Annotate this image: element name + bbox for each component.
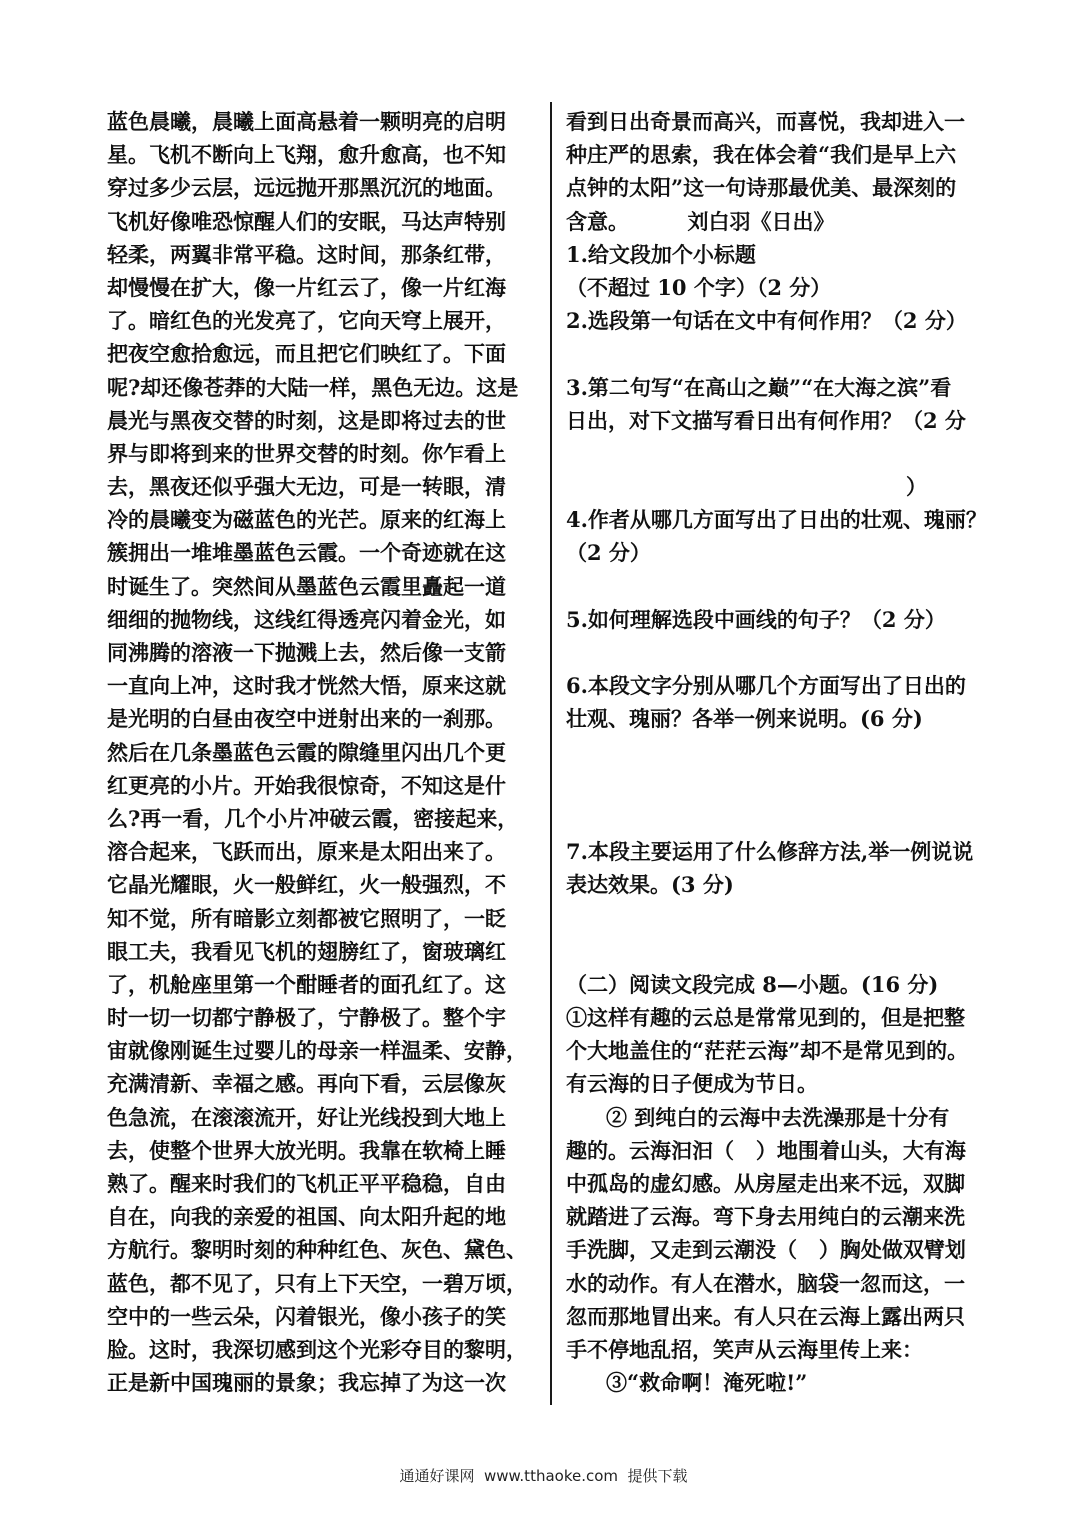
question-3-close-paren: ） bbox=[906, 474, 927, 500]
answer-space bbox=[566, 337, 996, 370]
answer-space bbox=[566, 736, 996, 769]
passage-line: 晨光与黑夜交替的时刻，这是即将过去的世 bbox=[107, 407, 506, 433]
passage-line: 细细的抛物线，这线红得透亮闪着金光，如 bbox=[107, 606, 506, 632]
paragraph-2-line: 就踏进了云海。弯下身去用纯白的云潮来洗 bbox=[566, 1204, 965, 1230]
paragraph-1-line: 有云海的日子便成为节日。 bbox=[566, 1071, 818, 1097]
paragraph-1-line: 个大地盖住的“茫茫云海”却不是常见到的。 bbox=[566, 1038, 969, 1064]
passage-line: 红更亮的小片。开始我很惊奇，不知这是什 bbox=[107, 772, 506, 798]
question-3-cont: 日出，对下文描写看日出有何作用？（2 分 bbox=[566, 407, 966, 433]
passage-line: 星。飞机不断向上飞翔，愈升愈高，也不知 bbox=[107, 142, 506, 168]
passage-line: 色急流，在滚滚流开，好让光线投到大地上 bbox=[107, 1104, 506, 1130]
page-footer: 通通好课网 www.tthaoke.com 提供下载 bbox=[399, 1467, 688, 1485]
passage-line: 自在，向我的亲爱的祖国、向太阳升起的地 bbox=[107, 1204, 506, 1230]
passage-line: 空中的一些云朵，闪着银光，像小孩子的笑 bbox=[107, 1303, 506, 1329]
passage-line: 么?再一看，几个小片冲破云霞，密接起来， bbox=[107, 805, 519, 831]
question-6-cont: 壮观、瑰丽？各举一例来说明。(6 分) bbox=[566, 706, 923, 732]
passage-line: 种庄严的思索，我在体会着“我们是早上六 bbox=[566, 142, 957, 168]
passage-line: 看到日出奇景而高兴，而喜悦，我却进入一 bbox=[566, 109, 965, 134]
paragraph-2-line: 水的动作。有人在潜水，脑袋一忽而这，一 bbox=[566, 1270, 965, 1296]
passage-line: 却慢慢在扩大，像一片红云了，像一片红海 bbox=[107, 274, 506, 300]
passage-line: 轻柔，两翼非常平稳。这时间，那条红带， bbox=[107, 241, 506, 267]
passage-line: 冷的晨曦变为磁蓝色的光芒。原来的红海上 bbox=[107, 507, 506, 533]
answer-space bbox=[566, 935, 996, 968]
passage-line: 去，黑夜还似乎强大无边，可是一转眼，清 bbox=[107, 474, 506, 500]
section-2-heading: （二）阅读文段完成 8—小题。(16 分) bbox=[566, 971, 939, 997]
question-7-cont: 表达效果。(3 分) bbox=[566, 872, 734, 898]
passage-line: 呢?却还像苍莽的大陆一样，黑色无边。这是 bbox=[107, 374, 519, 400]
passage-line: 充满清新、幸福之感。再向下看，云层像灰 bbox=[107, 1071, 506, 1097]
passage-line: 是光明的白昼由夜空中迸射出来的一刹那。 bbox=[107, 706, 506, 732]
passage-line: 溶合起来，飞跃而出，原来是太阳出来了。 bbox=[107, 839, 506, 865]
answer-space bbox=[566, 802, 996, 835]
answer-space bbox=[566, 570, 996, 603]
passage-line: 时一切一切都宁静极了，宁静极了。整个宇 bbox=[107, 1005, 506, 1031]
answer-space bbox=[566, 636, 996, 669]
question-7: 7.本段主要运用了什么修辞方法,举一例说说 bbox=[566, 839, 974, 865]
question-4-points: （2 分） bbox=[566, 540, 651, 566]
paragraph-2-line: 手洗脚，又走到云潮没（ ）胸处做双臂划 bbox=[566, 1237, 966, 1263]
question-5: 5.如何理解选段中画线的句子？（2 分） bbox=[566, 606, 946, 632]
passage-line: 含意。 刘白羽《日出》 bbox=[566, 208, 835, 234]
paragraph-1-line: ①这样有趣的云总是常常见到的，但是把整 bbox=[566, 1005, 965, 1031]
paragraph-2-line: 忽而那地冒出来。有人只在云海上露出两只 bbox=[566, 1303, 965, 1329]
question-1-points: （不超过 10 个字）（2 分） bbox=[566, 274, 832, 300]
paragraph-2-line: 手不停地乱招，笑声从云海里传上来： bbox=[566, 1336, 923, 1362]
passage-line: 飞机好像唯恐惊醒人们的安眠，马达声特别 bbox=[107, 208, 506, 234]
question-2: 2.选段第一句话在文中有何作用？（2 分） bbox=[566, 308, 967, 334]
passage-line: 了，机舱座里第一个酣睡者的面孔红了。这 bbox=[107, 971, 506, 997]
answer-space bbox=[566, 769, 996, 802]
passage-line: 点钟的太阳”这一句诗那最优美、最深刻的 bbox=[566, 175, 957, 201]
passage-line: 时诞生了。突然间从墨蓝色云霞里矗起一道 bbox=[107, 573, 506, 599]
passage-line: 穿过多少云层，远远抛开那黑沉沉的地面。 bbox=[107, 175, 506, 201]
passage-line: 正是新中国瑰丽的景象；我忘掉了为这一次 bbox=[107, 1370, 506, 1396]
passage-line: 把夜空愈拾愈远，而且把它们映红了。下面 bbox=[107, 341, 506, 367]
passage-line: 蓝色晨曦，晨曦上面高悬着一颗明亮的启明 bbox=[107, 109, 506, 134]
passage-line: 一直向上冲，这时我才恍然大悟，原来这就 bbox=[107, 673, 506, 699]
passage-line: 簇拥出一堆堆墨蓝色云霞。一个奇迹就在这 bbox=[107, 540, 506, 566]
question-1: 1.给文段加个小标题 bbox=[566, 241, 756, 267]
passage-line: 知不觉，所有暗影立刻都被它照明了，一眨 bbox=[107, 905, 506, 931]
passage-line: 然后在几条墨蓝色云霞的隙缝里闪出几个更 bbox=[107, 739, 506, 765]
passage-line: 它晶光耀眼，火一般鲜红，火一般强烈，不 bbox=[107, 872, 506, 898]
column-divider bbox=[550, 102, 552, 1405]
passage-line: 眼工夫，我看见飞机的翅膀红了，窗玻璃红 bbox=[107, 938, 506, 964]
passage-line: 了。暗红色的光发亮了，它向天穹上展开， bbox=[107, 308, 506, 334]
question-6: 6.本段文字分别从哪几个方面写出了日出的 bbox=[566, 673, 966, 699]
answer-space bbox=[566, 902, 996, 935]
question-4: 4.作者从哪几方面写出了日出的壮观、瑰丽？ bbox=[566, 507, 987, 533]
paragraph-2-line: ② 到纯白的云海中去洗澡那是十分有 bbox=[606, 1104, 950, 1130]
answer-space bbox=[566, 437, 996, 470]
passage-line: 去，使整个世界大放光明。我靠在软椅上睡 bbox=[107, 1137, 506, 1163]
passage-line: 蓝色，都不见了，只有上下天空，一碧万顷， bbox=[107, 1270, 527, 1296]
paragraph-3-line: ③“救命啊！淹死啦!” bbox=[606, 1370, 808, 1396]
passage-line: 方航行。黎明时刻的种种红色、灰色、黛色、 bbox=[107, 1237, 527, 1263]
left-column bbox=[107, 105, 537, 1399]
question-3: 3.第二句写“在高山之巅”“在大海之滨”看 bbox=[566, 374, 952, 400]
paragraph-2-line: 中孤岛的虚幻感。从房屋走出来不远，双脚 bbox=[566, 1171, 965, 1196]
passage-line: 宙就像刚诞生过婴儿的母亲一样温柔、安静， bbox=[107, 1038, 527, 1064]
passage-line: 界与即将到来的世界交替的时刻。你乍看上 bbox=[107, 440, 506, 466]
right-column bbox=[566, 105, 996, 1399]
passage-line: 脸。这时，我深切感到这个光彩夺目的黎明， bbox=[107, 1336, 527, 1362]
passage-line: 同沸腾的溶液一下抛溅上去，然后像一支箭 bbox=[107, 640, 506, 665]
passage-line: 熟了。醒来时我们的飞机正平平稳稳，自由 bbox=[107, 1171, 506, 1196]
paragraph-2-line: 趣的。云海汩汩（ ）地围着山头，大有海 bbox=[566, 1137, 966, 1163]
